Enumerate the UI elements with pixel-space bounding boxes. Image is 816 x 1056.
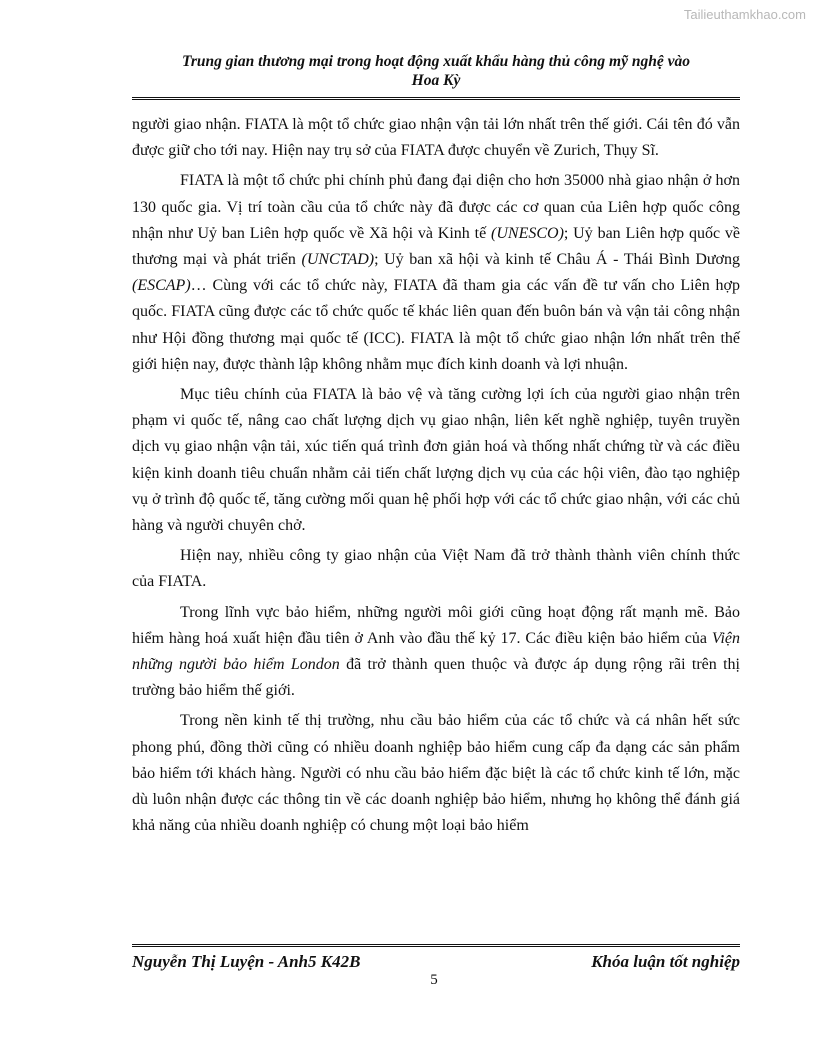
paragraph-2-text-b: ; Uỷ ban Liên hợp quốc về thương mại và phát triển xyxy=(132,224,740,269)
paragraph-5 xyxy=(132,600,740,705)
unctad-term: (UNCTAD) xyxy=(301,251,375,269)
page-number: 5 xyxy=(430,972,438,988)
paragraph-4: Hiện nay, nhiều công ty giao nhận của Việt Nam đã trở thành thành viên chính thức của FIATA. xyxy=(132,547,740,591)
paragraph-2-text-d: … Cùng với các tổ chức này, FIATA đã tham gia các vấn đề tư vấn cho Liên hợp quốc. FIATA cũng được các tổ chức quốc tế khác liên quan đến buôn bán và vận tải công nhận như Hội đồng thương mại quốc tế (ICC). FIATA là một tổ chức giao nhận lớn nhất trên thế giới hiện nay, được thành lập không nhằm mục đích kinh doanh và lợi nhuận. xyxy=(132,277,740,373)
header-title-line1: Trung gian thương mại trong hoạt động xuất khẩu hàng thủ công mỹ nghệ vào xyxy=(181,53,690,70)
paragraph-2-text-a: FIATA là một tổ chức phi chính phủ đang đại diện cho hơn 35000 nhà giao nhận ở hơn 130 quốc gia. Vị trí toàn cầu của tổ chức này đã được các cơ quan của Liên hợp quốc công nhận như Uỷ ban Liên hợp quốc về Xã hội và Kinh tế xyxy=(132,172,740,242)
paragraph-2 xyxy=(132,168,740,378)
paragraph-1: người giao nhận. FIATA là một tổ chức giao nhận vận tải lớn nhất trên thế giới. Cái tên đó vẫn được giữ cho tới nay. Hiện nay trụ sở của FIATA được chuyển về Zurich, Thụy Sĩ. xyxy=(132,116,740,160)
footer-divider xyxy=(132,944,740,947)
london-institute-term: Viện những người bảo hiểm London xyxy=(132,629,740,674)
document-body xyxy=(132,112,740,843)
escap-term: (ESCAP) xyxy=(132,277,191,295)
paragraph-3: Mục tiêu chính của FIATA là bảo vệ và tăng cường lợi ích của người giao nhận trên phạm vi quốc tế, nâng cao chất lượng dịch vụ giao nhận, liên kết nghề nghiệp, tuyên truyền dịch vụ giao nhận vận tải, xúc tiến quá trình đơn giản hoá và thống nhất chứng từ và các điều kiện kinh doanh tiêu chuẩn nhằm cải tiến chất lượng dịch vụ của các hội viên, đào tạo nghiệp vụ ở trình độ quốc tế, tăng cường mối quan hệ phối hợp với các tổ chức giao nhận, với các chủ hàng và người chuyên chở. xyxy=(132,386,740,535)
header-title-line2: Hoa Kỳ xyxy=(411,72,461,89)
unesco-term: (UNESCO) xyxy=(491,224,564,242)
paragraph-5-text-b: đã trở thành quen thuộc và được áp dụng rộng rãi trên thị trường bảo hiểm thế giới. xyxy=(132,656,741,700)
footer-author: Nguyễn Thị Luyện - Anh5 K42B xyxy=(132,952,361,971)
page-header xyxy=(132,52,740,90)
paragraph-2-text-c: ; Uỷ ban xã hội và kinh tế Châu Á - Thái Bình Dương xyxy=(374,251,741,269)
paragraph-5-text-a: Trong lĩnh vực bảo hiểm, những người môi giới cũng hoạt động rất mạnh mẽ. Bảo hiểm hàng hoá xuất hiện đầu tiên ở Anh vào đầu thế kỷ 17. Các điều kiện bảo hiểm của xyxy=(132,603,740,647)
footer-doc-type: Khóa luận tốt nghiệp xyxy=(591,952,740,971)
watermark: Tailieuthamkhao.com xyxy=(683,7,806,22)
paragraph-6: Trong nền kinh tế thị trường, nhu cầu bảo hiểm của các tổ chức và cá nhân hết sức phong phú, đồng thời cũng có nhiều doanh nghiệp bảo hiểm cung cấp đa dạng các sản phẩm bảo hiểm tới khách hàng. Người có nhu cầu bảo hiểm đặc biệt là các tổ chức kinh tế lớn, mặc dù luôn nhận được các thông tin về các doanh nghiệp bảo hiểm, nhưng họ không thể đánh giá khả năng của nhiều doanh nghiệp có chung một loại bảo hiểm xyxy=(132,712,740,835)
header-divider xyxy=(132,97,740,100)
